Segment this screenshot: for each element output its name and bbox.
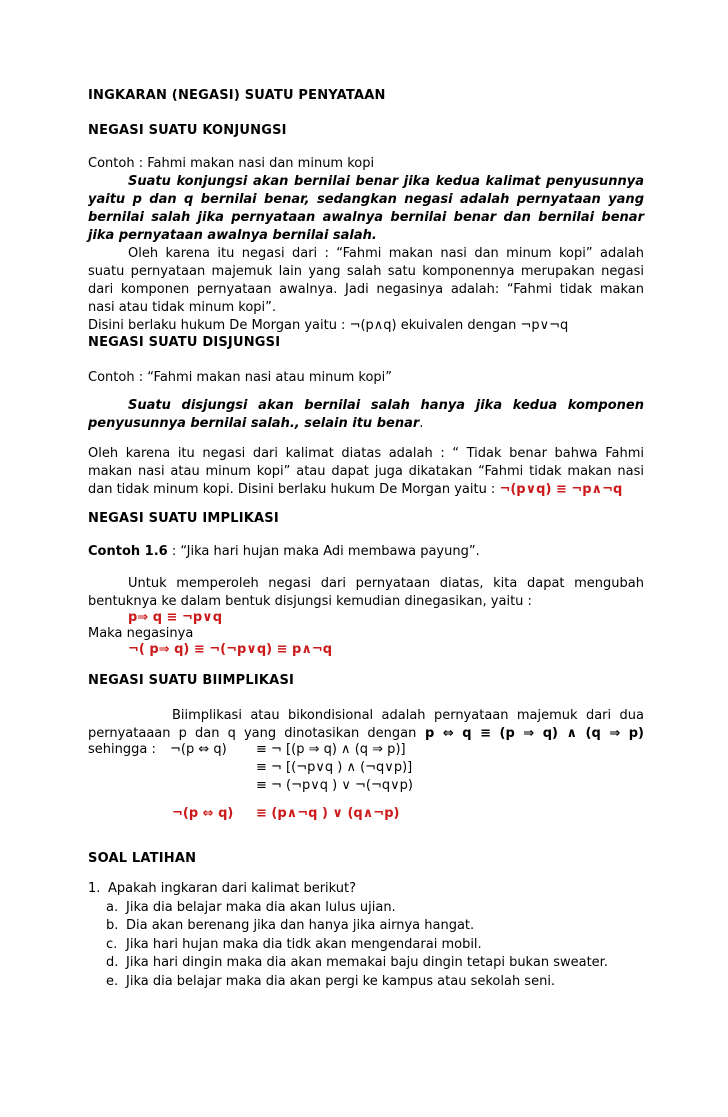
disjungsi-explanation-text: dan tidak minum kopi. Disini berlaku hukum De Morgan yaitu : [88,482,496,497]
list-item-letter: a. [106,899,119,915]
disjungsi-definition-text: penyusunnya bernilai salah., selain itu benar [88,416,420,431]
section-heading-disjungsi: NEGASI SUATU DISJUNGSI [88,335,281,350]
list-item-text: Jika dia belajar maka dia akan lulus ujian. [126,899,396,915]
exercise-list [88,880,608,991]
disjungsi-definition-line: Suatu disjungsi akan bernilai salah hanya jika kedua komponen [128,398,644,413]
konjungsi-explanation-line: suatu pernyataan majemuk lain yang salah satu komponennya merupakan negasi [88,264,644,279]
section-heading-biimplikasi: NEGASI SUATU BIIMPLIKASI [88,673,295,688]
list-item [88,899,608,918]
exercise-number: 1. [88,881,101,896]
section-heading-implikasi: NEGASI SUATU IMPLIKASI [88,511,279,526]
implikasi-example [88,543,480,561]
biimplikasi-result-rhs: ≡ (p∧¬q ) ∨ (q∧¬p) [256,806,400,821]
list-item-letter: b. [106,918,119,933]
disjungsi-explanation-line: Oleh karena itu negasi dari kalimat diatas adalah : “ Tidak benar bahwa Fahmi [88,446,644,461]
list-item [88,973,608,992]
biimplikasi-lhs: ¬(p ⇔ q) [170,742,227,757]
konjungsi-explanation-line: nasi atau tidak minum kopi”. [88,300,277,315]
disjungsi-explanation-line: makan nasi atau minum kopi” atau dapat juga dikatakan “Fahmi tidak makan nasi [88,464,644,479]
biimplikasi-result-lhs: ¬(p ⇔ q) [172,806,234,821]
biimplikasi-sehingga: sehingga : [88,742,156,757]
list-item-text: Jika hari hujan maka dia tidk akan mengendarai mobil. [126,936,482,952]
page-title: INGKARAN (NEGASI) SUATU PENYATAAN [88,88,386,103]
biimplikasi-step: ≡ ¬ [(p ⇒ q) ∧ (q ⇒ p)] [256,742,406,757]
list-item-text: Dia akan berenang jika dan hanya jika airnya hangat. [126,918,475,933]
disjungsi-definition-last [88,415,423,433]
list-item-letter: d. [106,955,119,970]
list-item-letter: c. [106,936,118,952]
disjungsi-example: Contoh : “Fahmi makan nasi atau minum kopi” [88,370,392,385]
konjungsi-definition-line: bernilai salah jika pernyataan awalnya bernilai benar dan bernilai benar [88,210,644,225]
list-item [88,954,608,973]
biimplikasi-definition-text: pernyataaan p dan q yang dinotasikan dengan [88,726,417,741]
konjungsi-definition-line: yaitu p dan q bernilai benar, sedangkan negasi adalah pernyataan yang [88,192,644,207]
section-heading-latihan: SOAL LATIHAN [88,851,197,866]
implikasi-formula-negation: ¬( p⇒ q) ≡ ¬(¬p∨q) ≡ p∧¬q [128,642,333,657]
disjungsi-formula: ¬(p∨q) ≡ ¬p∧¬q [499,482,623,497]
biimplikasi-definition-line: Biimplikasi atau bikondisional adalah pernyataan majemuk dari dua [172,708,644,723]
implikasi-example-text: : “Jika hari hujan maka Adi membawa payung”. [167,544,480,559]
implikasi-negation-label: Maka negasinya [88,626,194,641]
konjungsi-explanation-line: Oleh karena itu negasi dari : “Fahmi makan nasi dan minum kopi” adalah [128,246,644,261]
konjungsi-definition-line: Suatu konjungsi akan bernilai benar jika kedua kalimat penyusunnya [128,174,644,189]
konjungsi-definition-line: jika pernyataan awalnya bernilai salah. [88,228,377,243]
disjungsi-definition-period: . [419,416,424,431]
implikasi-formula-equivalence: p⇒ q ≡ ¬p∨q [128,610,223,625]
konjungsi-example: Contoh : Fahmi makan nasi dan minum kopi [88,156,375,171]
exercise-question [88,880,608,899]
list-item-text: Jika hari dingin maka dia akan memakai baju dingin tetapi bukan sweater. [126,955,608,970]
list-item [88,917,608,936]
section-heading-konjungsi: NEGASI SUATU KONJUNGSI [88,123,287,138]
biimplikasi-step: ≡ ¬ (¬p∨q ) ∨ ¬(¬q∨p) [256,778,413,793]
implikasi-explanation-line: Untuk memperoleh negasi dari pernyataan diatas, kita dapat mengubah [128,576,644,591]
exercise-question-text: Apakah ingkaran dari kalimat berikut? [108,881,357,896]
implikasi-example-label: Contoh 1.6 [88,544,168,559]
list-item-text: Jika dia belajar maka dia akan pergi ke kampus atau sekolah seni. [126,973,556,989]
biimplikasi-formula: p ⇔ q ≡ (p ⇒ q) ∧ (q ⇒ p) [425,726,644,741]
konjungsi-explanation-line: dari komponen pernyataan awalnya. Jadi negasinya adalah: “Fahmi tidak makan [88,282,644,297]
list-item [88,936,608,955]
list-item-letter: e. [106,973,119,989]
konjungsi-demorgan: Disini berlaku hukum De Morgan yaitu : ¬(p∧q) ekuivalen dengan ¬p∨¬q [88,318,569,333]
biimplikasi-step: ≡ ¬ [(¬p∨q ) ∧ (¬q∨p)] [256,760,413,775]
implikasi-explanation-line: bentuknya ke dalam bentuk disjungsi kemudian dinegasikan, yaitu : [88,594,532,609]
disjungsi-explanation-last [88,481,622,499]
